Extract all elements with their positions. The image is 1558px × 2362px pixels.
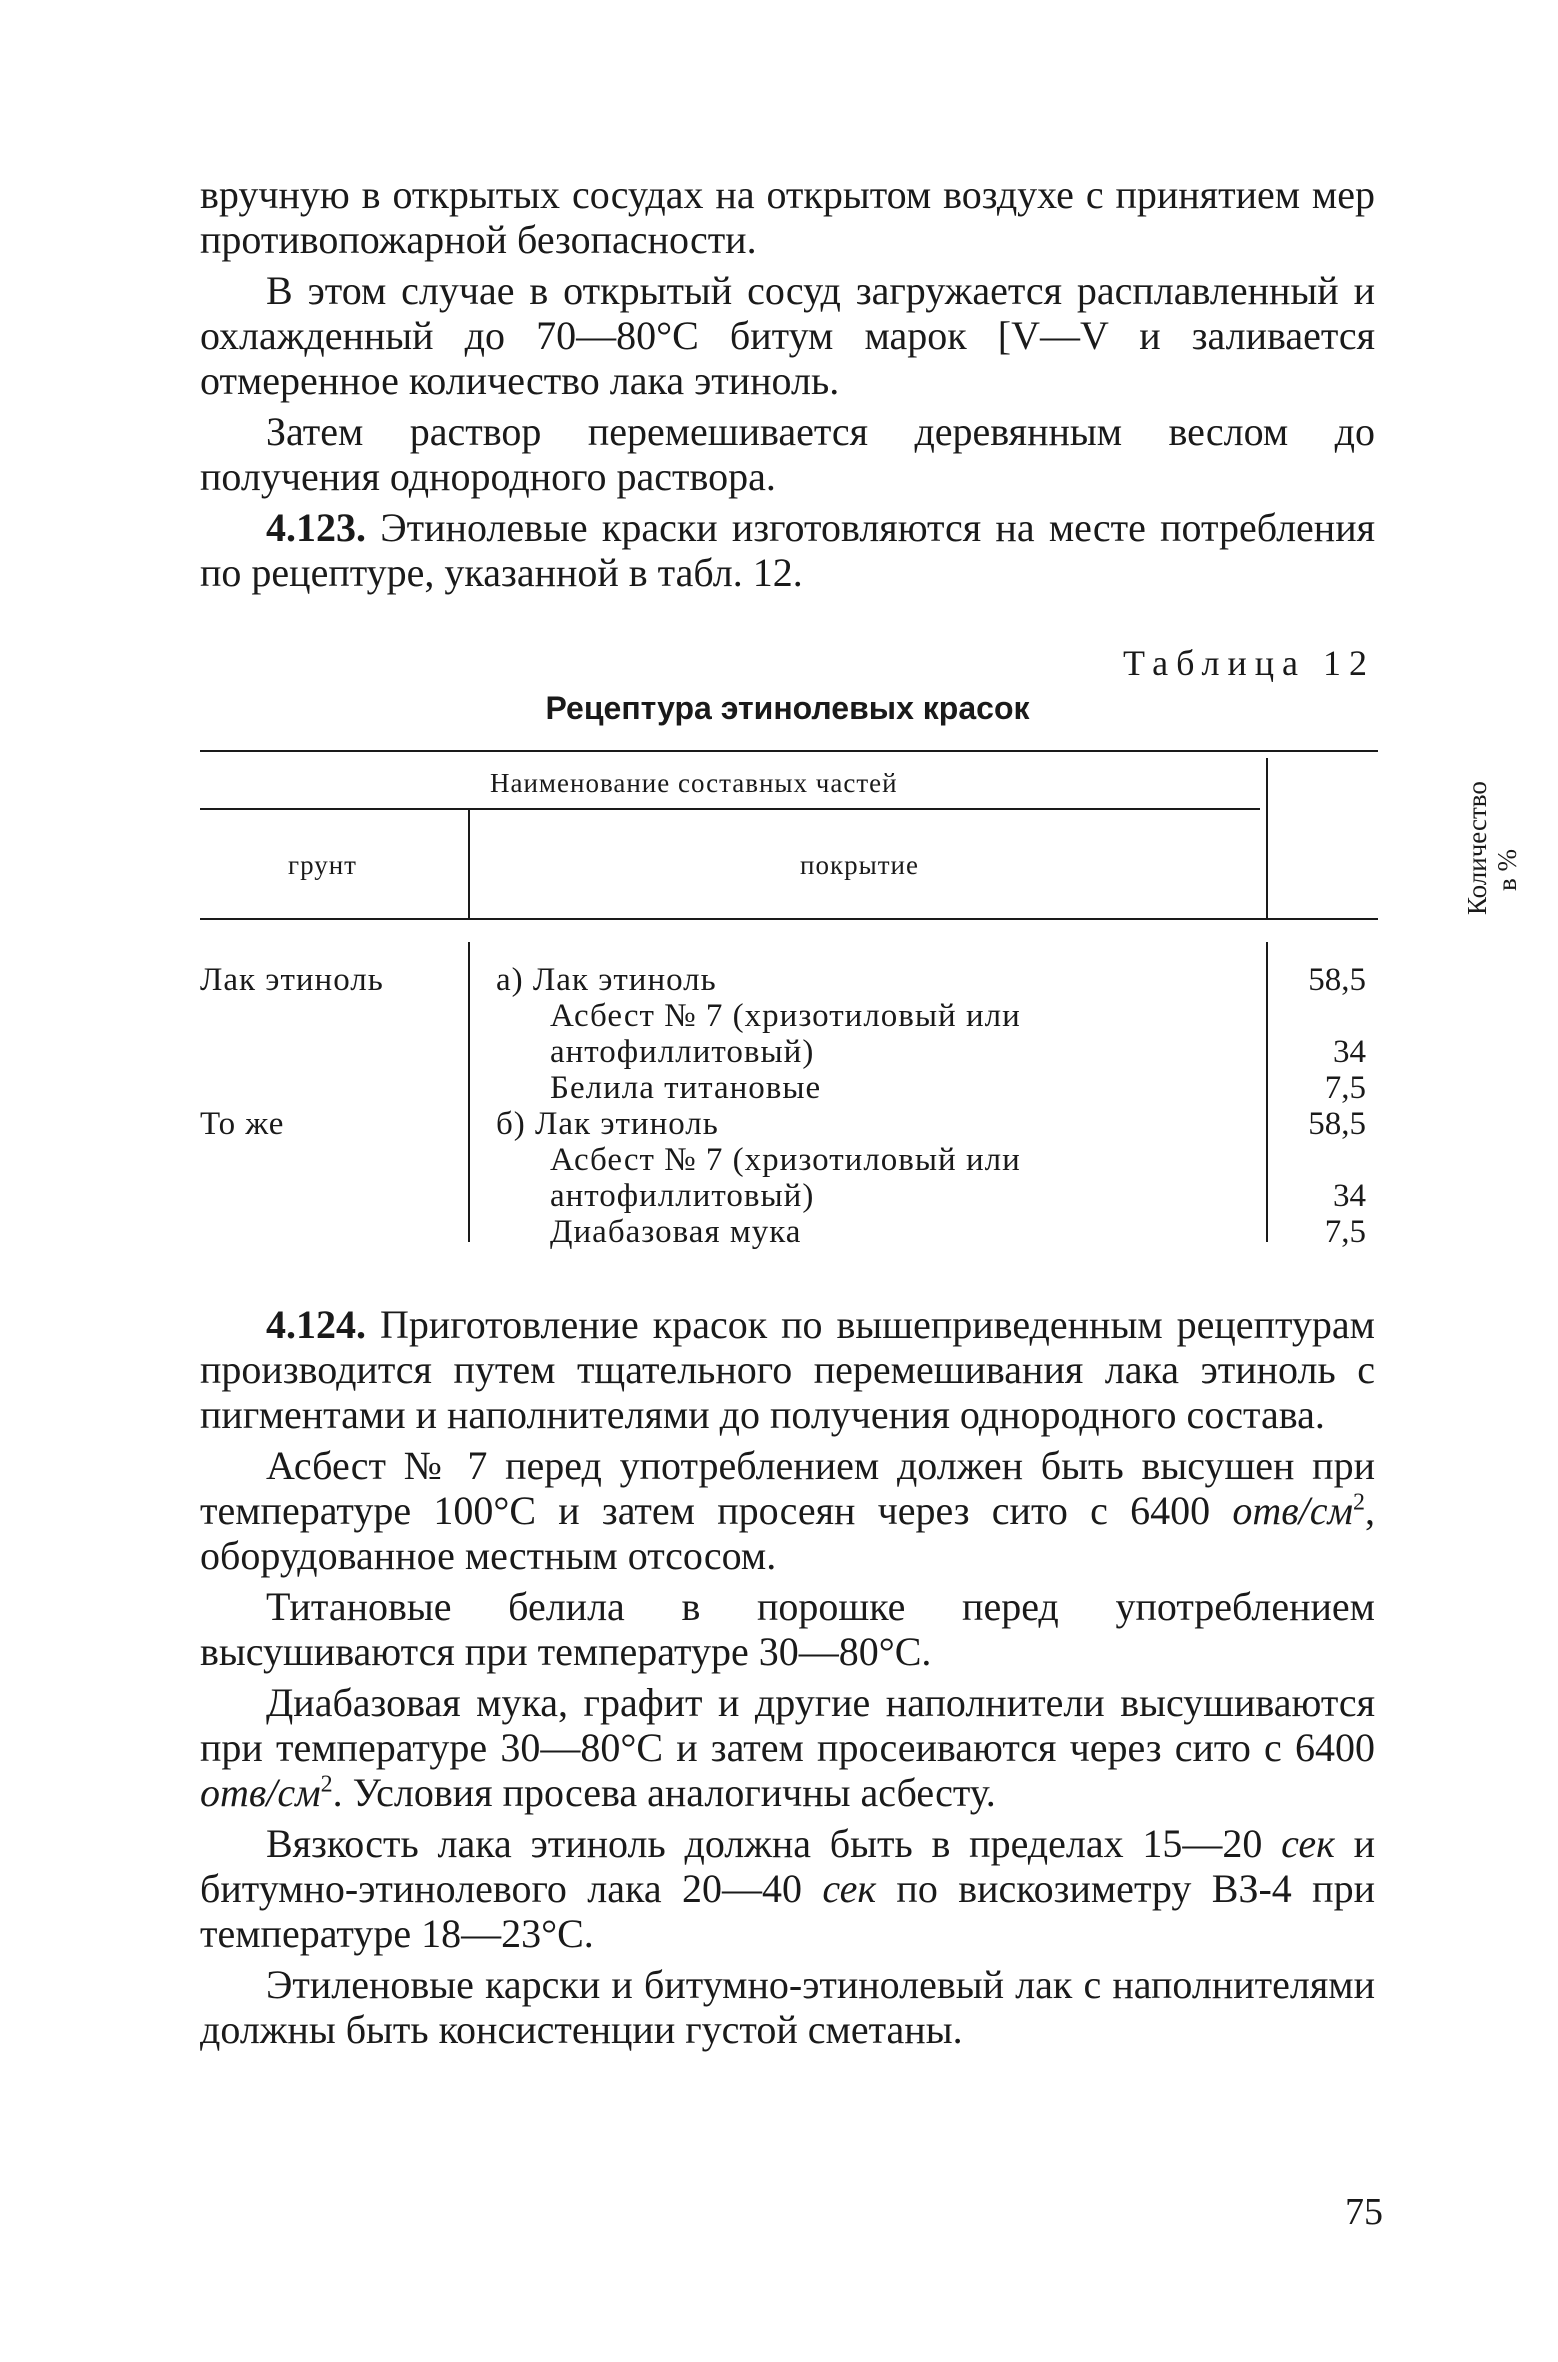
table-title: Рецептура этинолевых красок <box>545 690 1030 726</box>
row-qty-2: 34 <box>1333 1034 1366 1070</box>
row-coating-1: а) Лак этиноль <box>496 962 717 998</box>
unit-italic: отв/см <box>1232 1488 1353 1533</box>
text-span: Вязкость лака этиноль должна быть в пределах 15—20 <box>266 1821 1282 1866</box>
paragraph-titanium: Титановые белила в порошке перед употреблением высушиваются при температуре 30—80°С. <box>200 1584 1375 1674</box>
header-group-rule <box>200 808 1260 810</box>
paragraph-asbestos <box>200 1443 1375 1578</box>
table-caption: Таблица 12 <box>1123 643 1375 683</box>
paragraph-4-124 <box>200 1302 1375 1437</box>
row-primer-4: То же <box>200 1106 285 1142</box>
superscript: 2 <box>1353 1489 1365 1516</box>
header-coating: покрытие <box>800 850 919 880</box>
paragraph-mixing: Затем раствор перемешивается деревянным веслом до получения однородного раствора. <box>200 409 1375 499</box>
row-qty-3: 7,5 <box>1324 1070 1366 1106</box>
unit-italic: отв/см <box>200 1770 321 1815</box>
text-block-bottom <box>200 1302 1375 2058</box>
clause-number: 4.124. <box>266 1302 366 1347</box>
clause-text: Этинолевые краски изготовляются на месте потребления по рецептуре, указанной в табл. 12. <box>200 505 1375 595</box>
header-divider-qty <box>1266 758 1268 918</box>
paragraph-diabase <box>200 1680 1375 1815</box>
clause-number: 4.123. <box>266 505 366 550</box>
row-coating-5: Асбест № 7 (хризотиловый или антофиллитовый) <box>550 1142 1021 1214</box>
paragraph-viscosity <box>200 1821 1375 1956</box>
header-bottom-rule <box>200 918 1378 920</box>
row-coating-6: Диабазовая мука <box>550 1214 802 1250</box>
table-top-rule <box>200 750 1378 752</box>
row-coating-4: б) Лак этиноль <box>496 1106 719 1142</box>
row-coating-2: Асбест № 7 (хризотиловый или антофиллитовый) <box>550 998 1021 1070</box>
row-coating-3: Белила титановые <box>550 1070 822 1106</box>
row-primer-1: Лак этиноль <box>200 962 384 998</box>
paragraph-4-123 <box>200 505 1375 595</box>
text-span: Асбест № 7 перед употреблением должен быть высушен при температуре 100°С и затем просеян через сито с 6400 <box>200 1443 1375 1533</box>
text-span: по вискозиметру ВЗ-4 при температуре 18—23°С. <box>200 1866 1375 1956</box>
header-primer: грунт <box>288 850 357 880</box>
page-number: 75 <box>1345 2191 1383 2233</box>
paragraph-continuation: вручную в открытых сосудах на открытом воздухе с принятием мер противопожарной безопасности. <box>200 172 1375 262</box>
text-span: и битумно-этинолевого лака 20—40 <box>200 1821 1376 1911</box>
paragraph-bitumen: В этом случае в открытый сосуд загружается расплавленный и охлажденный до 70—80°С битум марок [V—V и заливается отмеренное количество лака этиноль. <box>200 268 1375 403</box>
row-qty-1: 58,5 <box>1308 962 1366 998</box>
unit-italic: сек <box>822 1866 877 1911</box>
text-span: , оборудованное местным отсосом. <box>200 1488 1375 1578</box>
paragraph-consistency: Этиленовые карски и битумно-этинолевый лак с наполнителями должны быть консистенции густой сметаны. <box>200 1962 1375 2052</box>
text-span: . Условия просева аналогичны асбесту. <box>332 1770 996 1815</box>
row-qty-6: 7,5 <box>1324 1214 1366 1250</box>
row-qty-4: 58,5 <box>1308 1106 1366 1142</box>
text-span: Диабазовая мука, графит и другие наполнители высушиваются при температуре 30—80°С и затем просеиваются через сито с 6400 <box>200 1680 1375 1770</box>
header-divider-primer <box>468 808 470 918</box>
header-group-label: Наименование составных частей <box>490 768 898 798</box>
body-divider-qty <box>1266 942 1268 1242</box>
unit-italic: сек <box>1281 1821 1335 1866</box>
body-divider-primer <box>468 942 470 1242</box>
text-block-top <box>200 172 1375 601</box>
superscript: 2 <box>320 1771 333 1798</box>
row-qty-5: 34 <box>1333 1178 1366 1214</box>
clause-text: Приготовление красок по вышеприведенным рецептурам производится путем тщательного перемешивания лака этиноль с пигментами и наполнителями до получения однородного состава. <box>200 1302 1375 1437</box>
recipe-table <box>200 750 1522 1250</box>
header-quantity: Количество в % <box>1462 781 1522 915</box>
